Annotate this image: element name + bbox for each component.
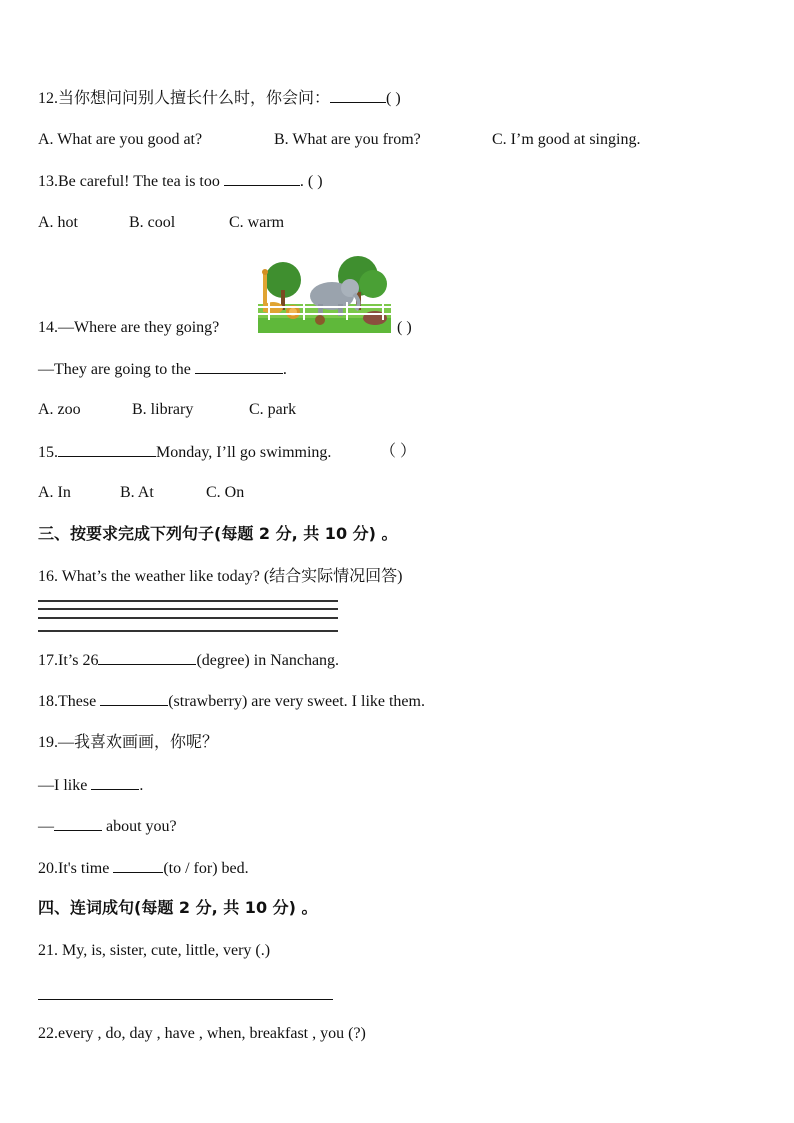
- q19-line-2: — about you?: [38, 818, 177, 835]
- answer-blank[interactable]: [113, 858, 163, 873]
- writing-line[interactable]: [38, 630, 338, 632]
- writing-line[interactable]: [38, 999, 333, 1000]
- q12-option-b[interactable]: B. What are you from?: [274, 131, 421, 148]
- q15-option-b[interactable]: B. At: [120, 484, 154, 501]
- answer-blank[interactable]: [195, 359, 283, 374]
- section-3-heading: 三、按要求完成下列句子(每题 2 分, 共 10 分) 。: [38, 524, 398, 543]
- answer-blank[interactable]: [100, 691, 168, 706]
- q14-paren: ( ): [397, 319, 412, 336]
- section-4-heading: 四、连词成句(每题 2 分, 共 10 分) 。: [38, 898, 318, 917]
- q13-option-a[interactable]: A. hot: [38, 214, 78, 231]
- q18-stem: 18.These (strawberry) are very sweet. I like them.: [38, 693, 425, 710]
- writing-line[interactable]: [38, 617, 338, 619]
- q19-stem: 19.—我喜欢画画，你呢？: [38, 734, 219, 751]
- q13-option-b[interactable]: B. cool: [129, 214, 176, 231]
- answer-blank[interactable]: [224, 171, 300, 186]
- q17-stem: 17.It’s 26 (degree) in Nanchang.: [38, 652, 340, 669]
- q15-paren: （ ）: [380, 443, 417, 460]
- q14-option-c[interactable]: C. park: [249, 401, 297, 418]
- answer-blank[interactable]: [54, 816, 102, 831]
- q13-option-c[interactable]: C. warm: [229, 214, 285, 231]
- q21-stem: 21. My, is, sister, cute, little, very (.): [38, 942, 271, 959]
- q16-stem: 16. What’s the weather like today? (结合实际情况回答): [38, 568, 403, 585]
- q22-stem: 22.every , do, day , have , when, breakfast , you (?): [38, 1025, 366, 1042]
- q15-option-c[interactable]: C. On: [206, 484, 245, 501]
- q15-stem: 15. Monday, I’ll go swimming.: [38, 444, 332, 461]
- writing-line[interactable]: [38, 608, 338, 610]
- q13-stem: 13.Be careful! The tea is too . ( ): [38, 173, 323, 190]
- answer-blank[interactable]: [58, 442, 156, 457]
- q14-answer-line: —They are going to the .: [38, 361, 287, 378]
- q15-option-a[interactable]: A. In: [38, 484, 71, 501]
- q20-stem: 20.It's time (to / for) bed.: [38, 860, 249, 877]
- q14-option-b[interactable]: B. library: [132, 401, 194, 418]
- answer-blank[interactable]: [98, 650, 196, 665]
- q14-stem: 14.—Where are they going?: [38, 319, 220, 336]
- answer-blank[interactable]: [330, 88, 386, 103]
- writing-line[interactable]: [38, 600, 338, 602]
- zoo-animals-picture: [258, 256, 391, 333]
- q19-line-1: —I like .: [38, 777, 144, 794]
- q14-option-a[interactable]: A. zoo: [38, 401, 81, 418]
- q12-option-a[interactable]: A. What are you good at?: [38, 131, 203, 148]
- answer-blank[interactable]: [91, 775, 139, 790]
- q12-option-c[interactable]: C. I’m good at singing.: [492, 131, 641, 148]
- q12-stem: 12.当你想问问别人擅长什么时，你会问： ( ): [38, 90, 401, 107]
